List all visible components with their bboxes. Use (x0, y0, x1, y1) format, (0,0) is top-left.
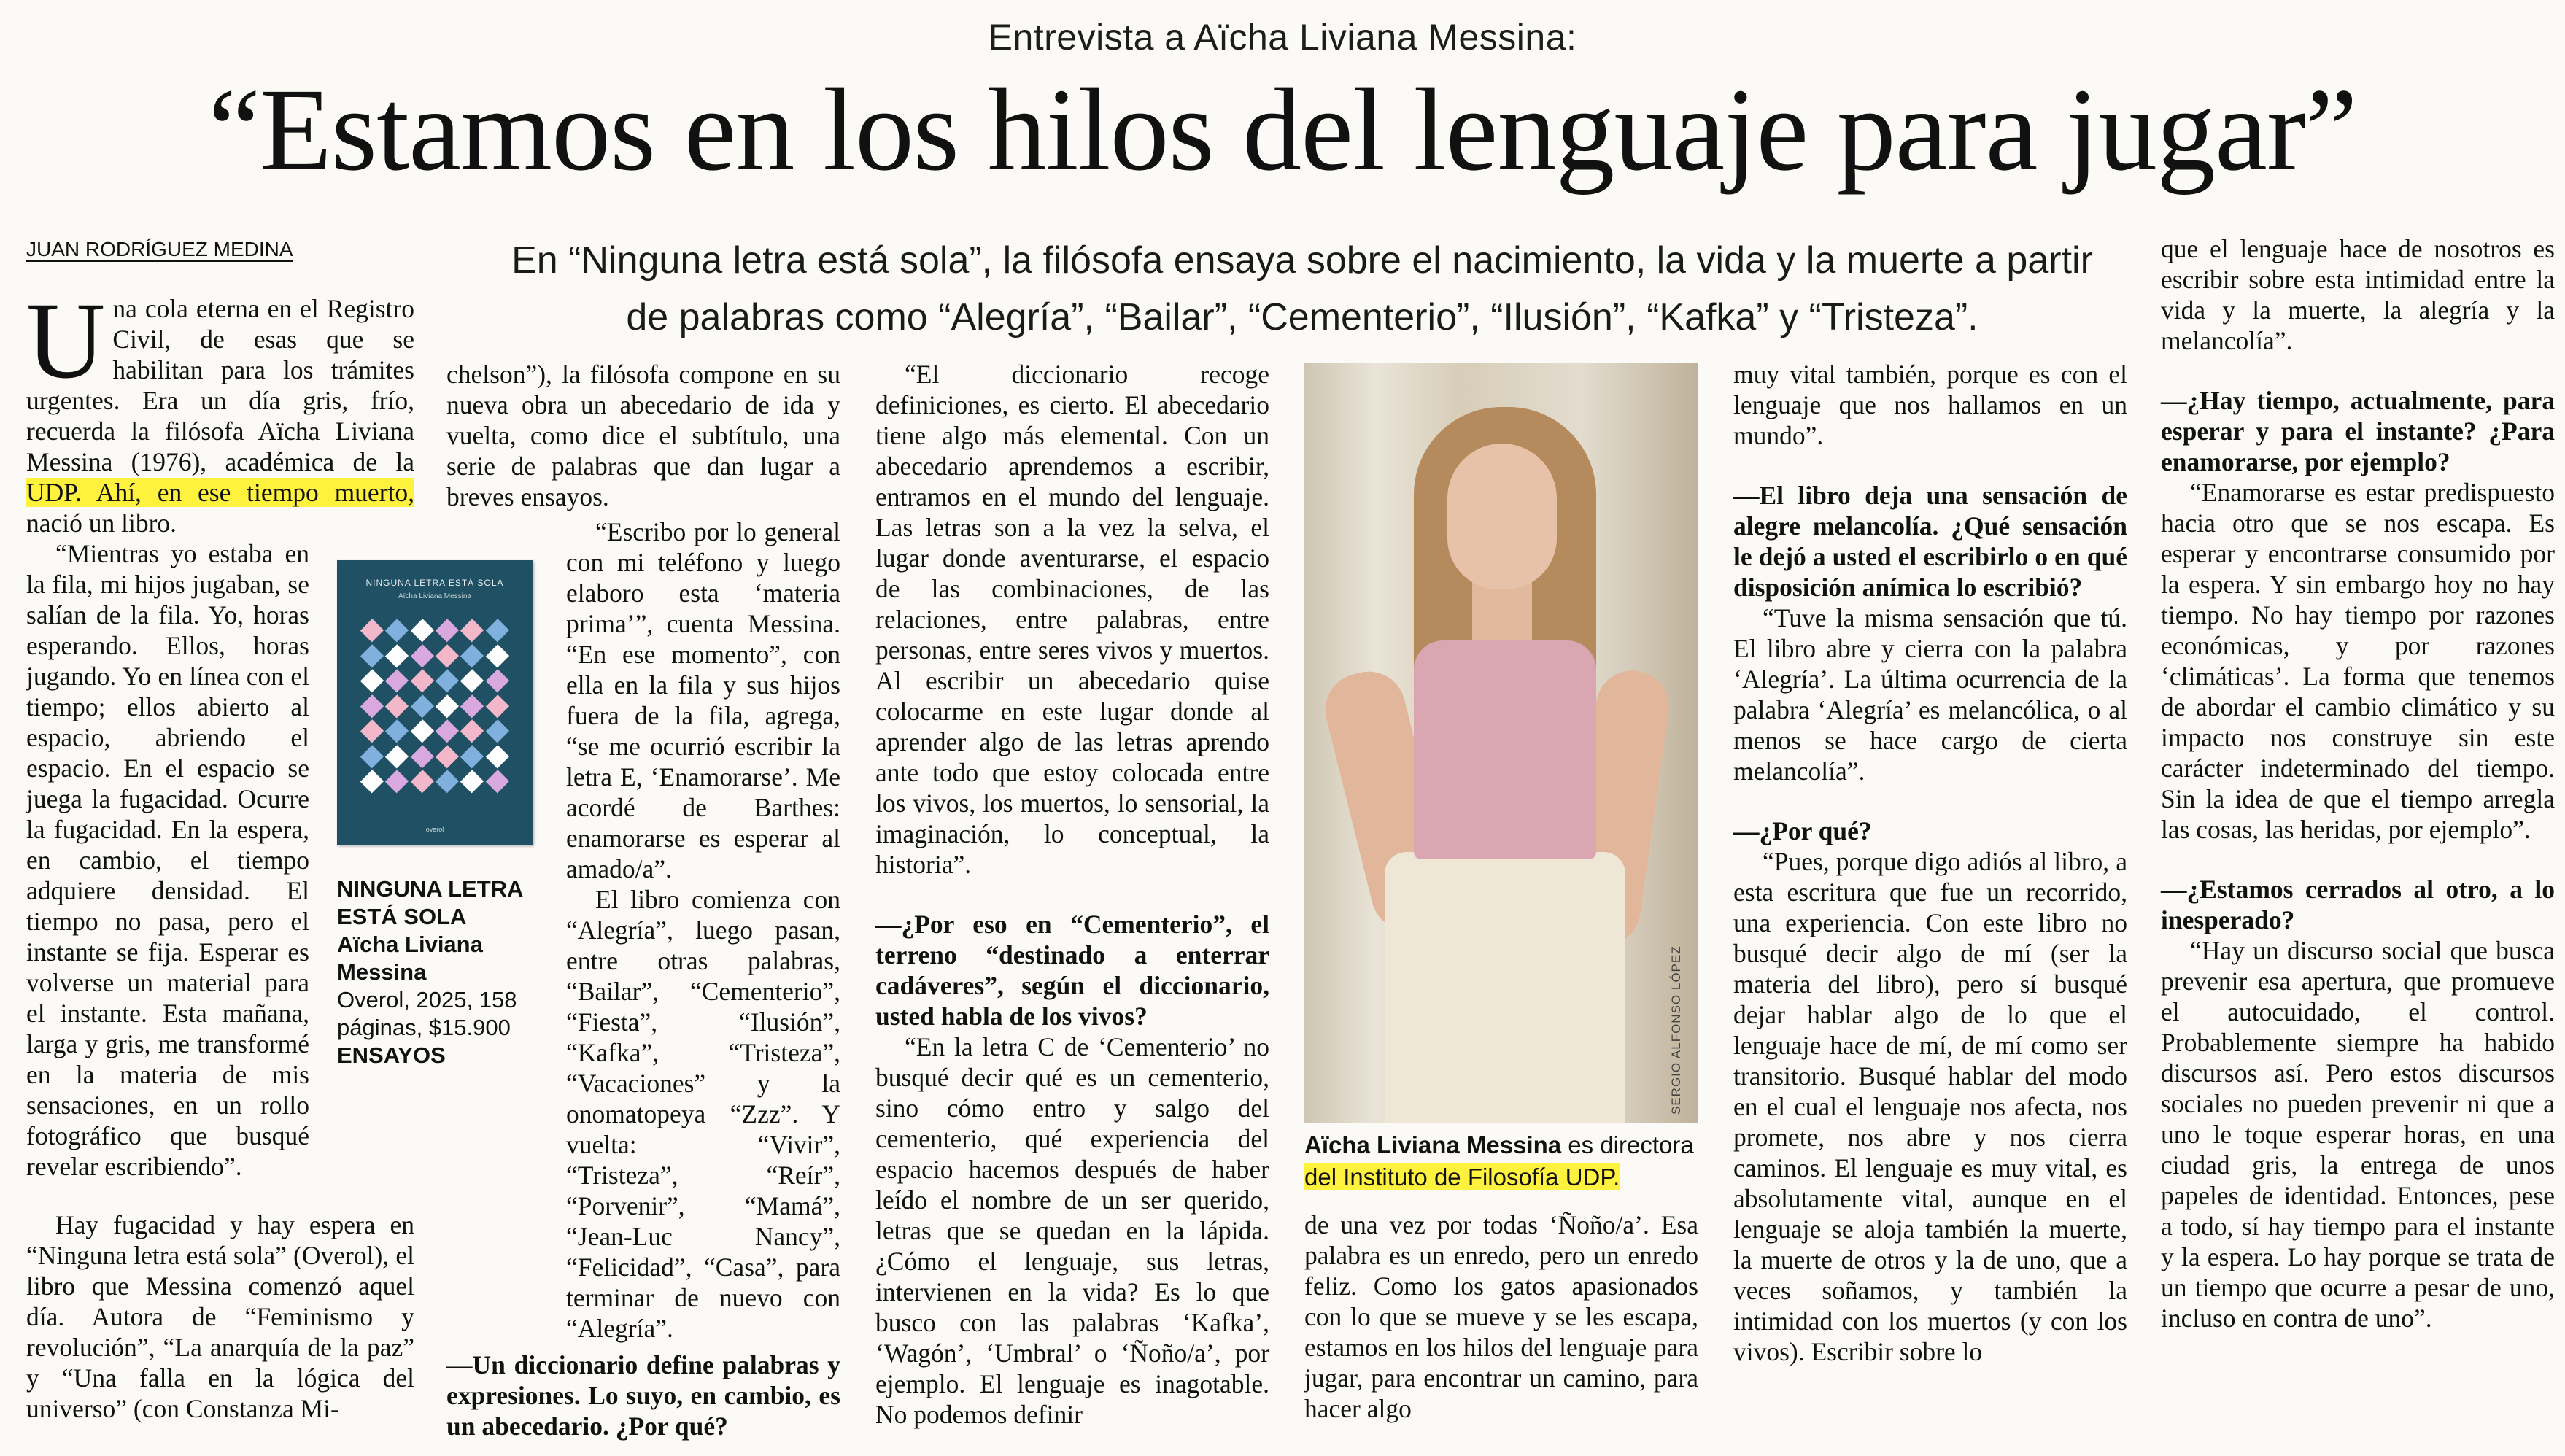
column-1-narrow (26, 538, 309, 1182)
caption-highlight: del Instituto de Filosofía UDP. (1304, 1163, 1620, 1190)
cover-tile (436, 745, 459, 768)
cover-tile (385, 770, 409, 794)
byline: JUAN RODRÍGUEZ MEDINA (26, 238, 293, 260)
col2-paragraph-2: “Escribo por lo general con mi teléfono y luego elaboro esta ‘materia prima’”, cuenta Messina. “En ese momento”, con ella en la fila y sus hijos fuera de la fila, agrega, “se me ocurrió escribir la letra E, ‘Enamorarse’. Me acordé de Barthes: enamorarse es esperar al amado/a”. (566, 517, 840, 883)
cover-tile (411, 669, 434, 692)
cover-title: NINGUNA LETRA ESTÁ SOLA (365, 578, 504, 588)
col6-question-1: —¿Hay tiempo, actualmente, para esperar y para el instante? ¿Para enamorarse, por ejemplo? (2161, 386, 2555, 476)
cover-tile (411, 694, 434, 718)
col6-paragraph-1: que el lenguaje hace de nosotros es escribir sobre esta intimidad entre la vida y la muerte, la alegría y la melancolía”. (2161, 234, 2555, 355)
column-1-bottom (26, 1209, 414, 1424)
column-2-narrow (566, 516, 840, 1344)
cover-tile (385, 644, 409, 667)
col3-paragraph-2: “En la letra C de ‘Cementerio’ no busqué decir qué es un cementerio, sino cómo entro y salgo del cementerio, qué experiencia del espacio hacemos después de haber leído el nombre de un ser querido, letras que se quedan en la lápida. ¿Cómo el lenguaje, sus letras, intervienen en la vida? Es lo que busco con las palabras ‘Kafka’, ‘Wagón’, ‘Umbral’ o ‘Ñoño/a’, por ejemplo. El lenguaje es inagotable. No podemos definir (875, 1032, 1269, 1429)
column-3 (875, 359, 1269, 1430)
portrait-photo (1304, 363, 1698, 1123)
cover-tile (360, 719, 384, 743)
cover-tile (460, 745, 484, 768)
cover-tile (436, 619, 459, 642)
col1-p1-text: na cola eterna en el Registro Civil, de esas que se habilitan para los trámites urgentes. Era un día gris, frío, recuerda la filósofa Aïcha Liviana Messina (1976), académica de la (26, 294, 414, 476)
col3-paragraph-1: “El diccionario recoge definiciones, es cierto. El abecedario tiene algo más elemental. Con un abecedario aprendemos a escribir, entramos en el mundo del lenguaje. Las letras son a la vez la selva, el lugar donde aventurarse, el espacio de las combinaciones, de las relaciones, entre palabras, entre personas, entre seres vivos y muertos. Al escribir un abecedario quise colocarme en este lugar donde al aprender algo de las letras aprendo ante todo que estoy colocada entre los vivos, los muertos, lo sensorial, la imaginación, lo conceptual, la historia”. (875, 360, 1269, 879)
photo-face (1447, 444, 1557, 589)
col5-paragraph-3: “Pues, porque digo adiós al libro, a esta escritura que fue un recorrido, una experiencia. Con este libro no busqué decir algo de mí (ser la materia del libro), pero sí busqué dejar hablar algo de lo que el lenguaje hace de mí, de mí como ser transitorio. Busqué hablar del modo en el cual el lenguaje nos afecta, nos promete, nos abre y nos cierra caminos. El lenguaje es muy vital, es absolutamente vital, aunque en el lenguaje se aloja también la muerte, la muerte de otros y la de uno, que a veces soñamos, y también la intimidad con los muertos (y con los vivos). Escribir sobre lo (1733, 847, 2127, 1366)
cover-tile (486, 619, 509, 642)
caption-text: es directora (1561, 1131, 1694, 1158)
column-5 (1733, 359, 2127, 1367)
col4-paragraph-1: de una vez por todas ‘Ñoño/a’. Esa palabra es un enredo, pero un enredo feliz. Como los gatos apasionados con lo que se mueve y se les escapa, estamos en los hilos del lenguaje para jugar, para encontrar un camino, para hacer algo (1304, 1210, 1698, 1423)
cover-tile (360, 694, 384, 718)
cover-tile (360, 669, 384, 692)
deck-line-1: En “Ninguna letra está sola”, la filósofa ensaya sobre el nacimiento, la vida y la muerte a partir (511, 239, 2093, 282)
col1-paragraph-2: “Mientras yo estaba en la fila, mi hijos jugaban, se salían de la fila. Yo, horas esperando. Ellos, horas jugando. Yo en línea con el tiempo; ellos abierto al espacio, abriendo el espacio. En el espacio se juega la fugacidad. Ocurre la fugacidad. En la espera, en cambio, el tiempo adquiere densidad. El tiempo no pasa, pero el instante se fija. Esperar es volverse un material para el instante. Esta mañana, larga y gris, me transformé en la materia de mis sensaciones, en un rollo fotográfico que busqué revelar escribiendo”. (26, 539, 309, 1181)
cover-tile (460, 644, 484, 667)
cover-tile (486, 770, 509, 794)
cover-tile (460, 619, 484, 642)
photo-top (1414, 640, 1596, 859)
cover-tile (385, 719, 409, 743)
column-2-top (446, 359, 840, 512)
photo-credit: SERGIO ALFONSO LÓPEZ (1669, 945, 1683, 1115)
drop-cap: U (26, 280, 106, 401)
book-author: Aïcha Liviana Messina (337, 932, 483, 985)
cover-tile (460, 770, 484, 794)
column-1 (26, 280, 414, 538)
cover-tile (436, 644, 459, 667)
cover-tile (411, 745, 434, 768)
col1-paragraph-1 (26, 280, 414, 538)
cover-tile (460, 719, 484, 743)
cover-tile (486, 694, 509, 718)
cover-tile (411, 770, 434, 794)
cover-publisher: overol (425, 826, 444, 833)
cover-tile (436, 669, 459, 692)
caption-name: Aïcha Liviana Messina (1304, 1131, 1562, 1158)
cover-tile (436, 694, 459, 718)
cover-tile (486, 669, 509, 692)
column-6 (2161, 233, 2555, 1333)
book-genre: ENSAYOS (337, 1042, 446, 1068)
deck-line-2: de palabras como “Alegría”, “Bailar”, “Cementerio”, “Ilusión”, “Kafka” y “Tristeza”. (626, 296, 1978, 338)
photo-caption (1304, 1129, 1713, 1193)
cover-tile (385, 694, 409, 718)
cover-tile (460, 669, 484, 692)
headline: “Estamos en los hilos del lenguaje para jugar” (208, 65, 2357, 195)
col6-question-2: —¿Estamos cerrados al otro, a lo inesperado? (2161, 875, 2555, 934)
book-details: Overol, 2025, 158 páginas, $15.900 (337, 987, 517, 1040)
cover-tile (460, 694, 484, 718)
cover-pattern (362, 620, 508, 792)
cover-tile (436, 719, 459, 743)
cover-tile (436, 770, 459, 794)
kicker: Entrevista a Aïcha Liviana Messina: (988, 17, 1577, 58)
photo-skirt (1385, 852, 1625, 1123)
col5-question-1: —El libro deja una sensación de alegre melancolía. ¿Qué sensación le dejó a usted el escribirlo o en qué disposición anímica lo escribió? (1733, 481, 2127, 602)
col5-paragraph-2: “Tuve la misma sensación que tú. El libro abre y cierra con la palabra ‘Alegría’. La última ocurrencia de la palabra ‘Alegría’ es melancólica, o al menos se hace cargo de cierta melancolía”. (1733, 603, 2127, 786)
col6-paragraph-3: “Hay un discurso social que busca prevenir esa apertura, que promueve el autocuidado, el control. Probablemente siempre ha habido discursos así. Pero estos discursos sociales no pueden prevenir ni que a uno le toque esperar horas, en una ciudad gris, la entrega de unos papeles de identidad. Entonces, pese a todo, sí hay tiempo para el instante y la espera. Lo hay porque se trata de un tiempo que ocurre a pesar de uno, incluso en contra de uno”. (2161, 936, 2555, 1333)
deck (452, 232, 2152, 346)
col2-question-1: —Un diccionario define palabras y expresiones. Lo suyo, en cambio, es un abecedario. ¿Por qué? (446, 1350, 840, 1441)
highlighted-text: UDP. Ahí, en ese tiempo muerto, (26, 478, 414, 507)
col2-paragraph-1: chelson”), la filósofa compone en su nueva obra un abecedario de ida y vuelta, como dice el subtítulo, una serie de palabras que dan lugar a breves ensayos. (446, 360, 840, 511)
cover-tile (360, 619, 384, 642)
col3-question-1: —¿Por eso en “Cementerio”, el terreno “destinado a enterrar cadáveres”, según el diccionario, usted habla de los vivos? (875, 910, 1269, 1031)
book-title: NINGUNA LETRA ESTÁ SOLA (337, 876, 523, 929)
cover-tile (486, 719, 509, 743)
column-2-bottom (446, 1349, 840, 1441)
column-4 (1304, 1209, 1698, 1424)
cover-tile (360, 770, 384, 794)
cover-tile (411, 719, 434, 743)
col1-p1-end: nació un libro. (26, 508, 177, 538)
col1-paragraph-3: Hay fugacidad y hay espera en “Ninguna letra está sola” (Overol), el libro que Messina comenzó aquel día. Autora de “Feminismo y revolución”, “La anarquía de la paz” y “Una falla en la lógica del universo” (con Constanza Mi- (26, 1210, 414, 1423)
cover-tile (385, 669, 409, 692)
col2-paragraph-3: El libro comienza con “Alegría”, luego pasan, entre otras palabras, “Bailar”, “Cementerio”, “Fiesta”, “Ilusión”, “Kafka”, “Tristeza”, “Vacaciones” y la onomatopeya “Zzz”. Y vuelta: “Vivir”, “Tristeza”, “Reír”, “Porvenir”, “Mamá”, “Jean-Luc Nancy”, “Felicidad”, “Casa”, para terminar de nuevo con “Alegría”. (566, 885, 840, 1343)
cover-tile (360, 644, 384, 667)
cover-tile (486, 644, 509, 667)
book-cover (337, 560, 533, 845)
col6-paragraph-2: “Enamorarse es estar predispuesto hacia otro que se nos escapa. Es esperar y encontrarse consumido por la espera. Y sin embargo hoy no hay tiempo. No hay tiempo por razones económicas, y por razones ‘climáticas’. La forma que tenemos de abordar el cambio climático y su impacto nos construye sin este carácter indeterminado del tiempo. Sin la idea de que el tiempo arregla las cosas, las heridas, por ejemplo”. (2161, 478, 2555, 844)
cover-tile (360, 745, 384, 768)
cover-tile (385, 745, 409, 768)
book-info (337, 875, 541, 1069)
col5-question-2: —¿Por qué? (1733, 816, 1872, 845)
cover-tile (411, 619, 434, 642)
cover-tile (486, 745, 509, 768)
cover-tile (411, 644, 434, 667)
col5-paragraph-1: muy vital también, porque es con el lenguaje que nos hallamos en un mundo”. (1733, 360, 2127, 450)
cover-tile (385, 619, 409, 642)
cover-author: Aïcha Liviana Messina (398, 592, 472, 600)
